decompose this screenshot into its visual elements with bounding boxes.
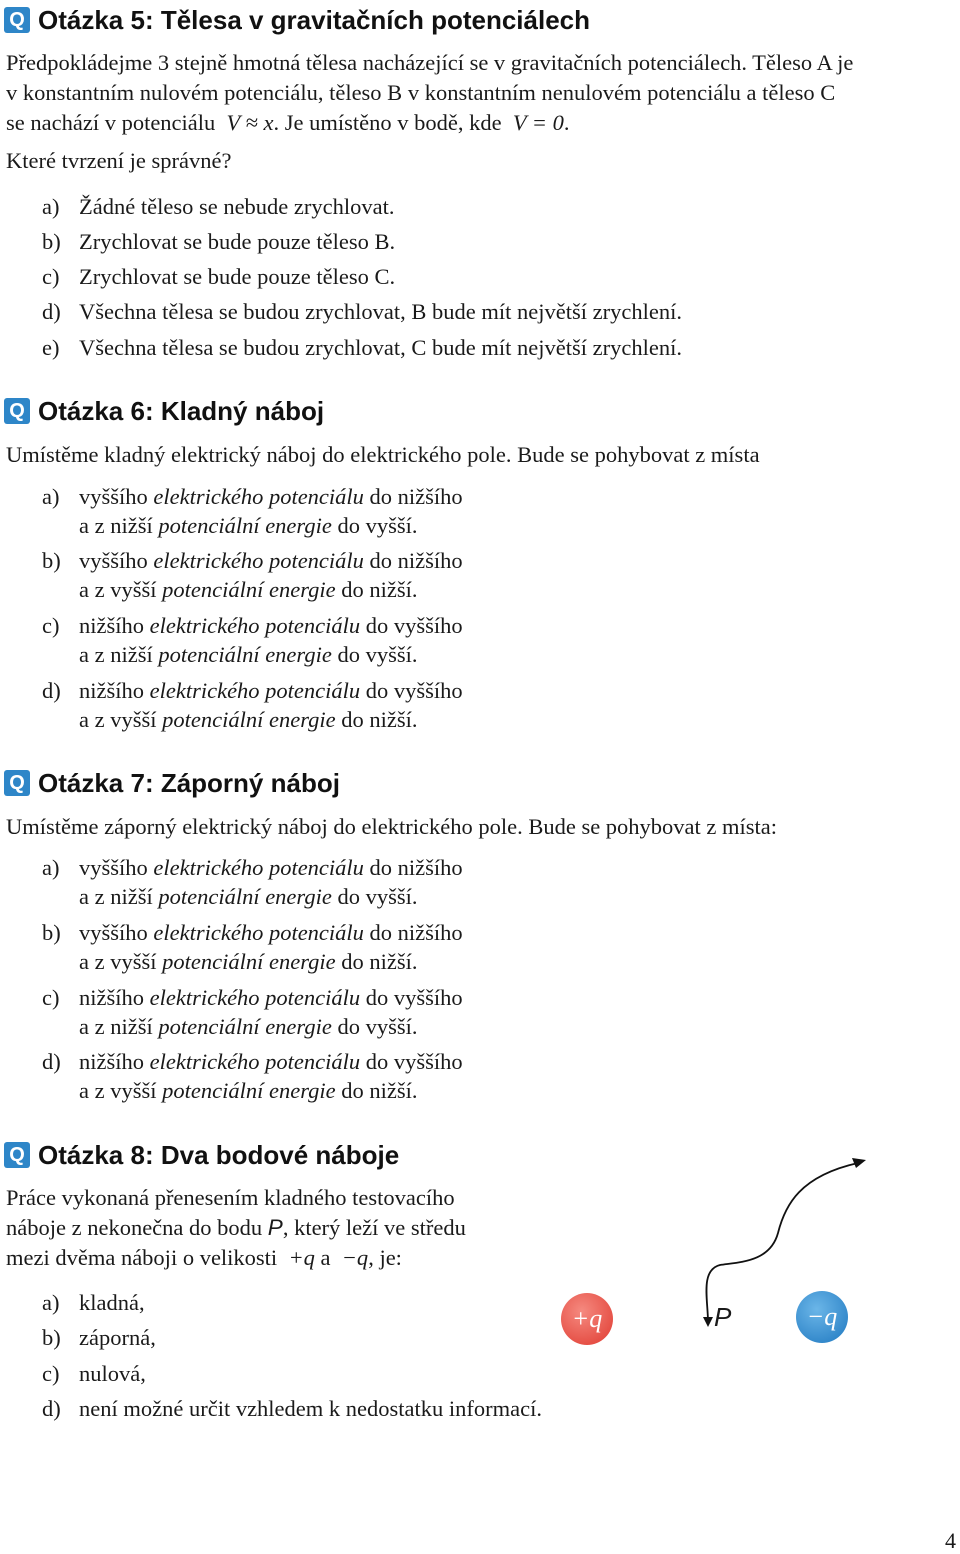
q7-option-d[interactable]: d) nižšího elektrického potenciálu do vyššího a z vyšší potenciální energie do nižší. — [42, 1049, 463, 1103]
q5-option[interactable]: b) Zrychlovat se bude pouze těleso B. — [42, 229, 396, 254]
q5-math2: V = 0 — [512, 110, 564, 135]
q6-option-d[interactable]: d) nižšího elektrického potenciálu do vyššího a z vyšší potenciální energie do nižší. — [42, 678, 463, 732]
question-icon: Q — [4, 398, 30, 424]
q6-intro: Umístěme kladný elektrický náboj do elektrického pole. Bude se pohybovat z místa — [6, 442, 760, 467]
q7-intro: Umístěme záporný elektrický náboj do elektrického pole. Bude se pohybovat z místa: — [6, 814, 778, 839]
q5-title: Otázka 5: Tělesa v gravitačních potenciálech — [38, 4, 591, 35]
q5-line3c: . — [563, 110, 570, 135]
q5-option[interactable]: e) Všechna tělesa se budou zrychlovat, C bude mít největší zrychlení. — [42, 335, 682, 360]
q8-line3: mezi dvěma náboji o velikosti +q a −q, je: — [6, 1245, 402, 1270]
q6-option-b[interactable]: b) vyššího elektrického potenciálu do nižšího a z vyšší potenciální energie do nižší. — [42, 548, 463, 602]
arrow-start-head — [852, 1158, 866, 1168]
charge-neg-text: −q — [341, 1245, 369, 1270]
q8-option[interactable]: d) není možné určit vzhledem k nedostatku informací. — [42, 1396, 542, 1421]
q6-option-c[interactable]: c) nižšího elektrického potenciálu do vyššího a z nižší potenciální energie do vyšší. — [42, 613, 463, 667]
q8-option[interactable]: a) kladná, — [42, 1290, 145, 1315]
point-p-label: P — [714, 1302, 732, 1332]
q8-line2: náboje z nekonečna do bodu P, který leží ve středu — [6, 1215, 466, 1240]
q5-line3a: se nachází v potenciálu — [6, 110, 216, 135]
point-p: P — [267, 1215, 283, 1240]
q5-option[interactable]: c) Zrychlovat se bude pouze těleso C. — [42, 264, 396, 289]
q6-title: Otázka 6: Kladný náboj — [38, 395, 325, 426]
q5-math1: V ≈ x — [226, 110, 274, 135]
q7-option-c[interactable]: c) nižšího elektrického potenciálu do vyššího a z nižší potenciální energie do vyšší. — [42, 985, 463, 1039]
charge-pos-text: +q — [288, 1245, 315, 1270]
q8-line1: Práce vykonaná přenesením kladného testovacího — [6, 1185, 455, 1210]
q7-title: Otázka 7: Záporný náboj — [38, 767, 340, 798]
q8-option[interactable]: c) nulová, — [42, 1361, 146, 1386]
negative-charge: −q — [796, 1291, 848, 1343]
q5-option[interactable]: a) Žádné těleso se nebude zrychlovat. — [42, 194, 395, 219]
q8-title: Otázka 8: Dva bodové náboje — [38, 1139, 400, 1170]
question-icon: Q — [4, 7, 30, 33]
q5-line1: Předpokládejme 3 stejně hmotná tělesa nacházející se v gravitačních potenciálech. Těleso A je — [6, 50, 854, 75]
q5-line3b: . Je umístěno v bodě, kde — [273, 110, 502, 135]
q7-option-b[interactable]: b) vyššího elektrického potenciálu do nižšího a z vyšší potenciální energie do nižší. — [42, 920, 463, 974]
positive-charge: +q — [561, 1293, 613, 1345]
q5-option[interactable]: d) Všechna tělesa se budou zrychlovat, B bude mít největší zrychlení. — [42, 299, 682, 324]
question-icon: Q — [4, 1142, 30, 1168]
question-icon: Q — [4, 770, 30, 796]
q5-question: Které tvrzení je správné? — [6, 148, 232, 173]
q6-option-a[interactable]: a) vyššího elektrického potenciálu do nižšího a z nižší potenciální energie do vyšší. — [42, 484, 463, 538]
page-number: 4 — [945, 1528, 956, 1553]
q5-line2: v konstantním nulovém potenciálu, těleso B v konstantním nenulovém potenciálu a těleso C — [6, 80, 836, 105]
q7-option-a[interactable]: a) vyššího elektrického potenciálu do nižšího a z nižší potenciální energie do vyšší. — [42, 855, 463, 909]
q8-option[interactable]: b) záporná, — [42, 1325, 156, 1350]
